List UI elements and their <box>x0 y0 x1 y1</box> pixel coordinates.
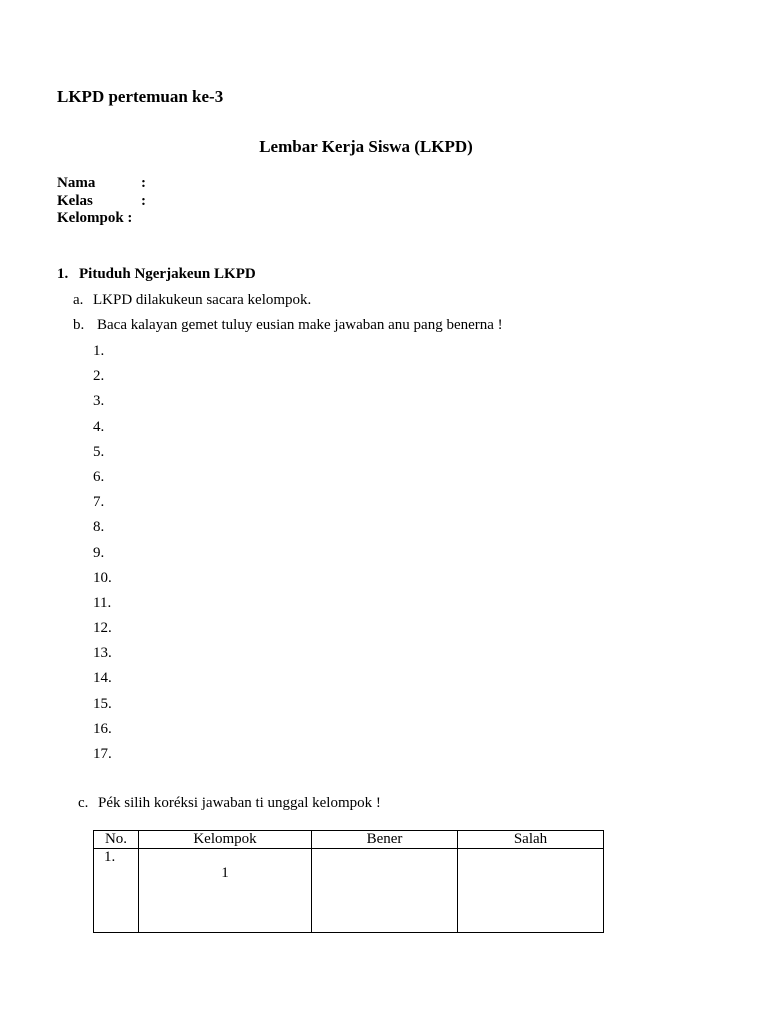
correction-table <box>93 830 604 933</box>
answer-line: 17. <box>93 746 112 762</box>
answer-line: 3. <box>93 393 105 410</box>
field-kelompok <box>57 210 146 228</box>
answer-line: 6. <box>93 468 105 485</box>
answer-line: 8. <box>93 519 105 536</box>
field-nama <box>57 175 146 193</box>
item-marker: b. <box>73 317 85 333</box>
column-header-kelompok: Kelompok <box>139 831 312 849</box>
answer-line: 4. <box>93 418 105 435</box>
section-title: Pituduh Ngerjakeun LKPD <box>79 266 256 282</box>
item-marker: c. <box>78 795 89 811</box>
cell-salah <box>458 849 604 933</box>
field-label-kelas: Kelas <box>57 192 93 209</box>
answer-number-list <box>93 342 112 770</box>
item-text: Baca kalayan gemet tuluy eusian make jawaban anu pang benerna ! <box>97 317 503 333</box>
answer-line: 2. <box>93 368 105 385</box>
table-header-row <box>94 831 604 849</box>
answer-line: 9. <box>93 544 105 561</box>
instruction-item-c <box>78 795 381 812</box>
answer-line: 13. <box>93 645 112 662</box>
answer-line: 16. <box>93 720 112 737</box>
field-label-kelompok: Kelompok : <box>57 210 133 226</box>
field-kelas <box>57 193 146 211</box>
column-header-bener: Bener <box>312 831 458 849</box>
cell-no: 1. <box>94 849 139 933</box>
field-separator: : <box>141 192 146 209</box>
answer-line: 7. <box>93 494 105 511</box>
field-separator: : <box>141 175 146 191</box>
student-identity-fields <box>57 175 146 228</box>
section-number: 1. <box>57 266 69 282</box>
item-marker: a. <box>73 292 84 308</box>
cell-kelompok: 1 <box>139 849 312 933</box>
worksheet-title: Lembar Kerja Siswa (LKPD) <box>259 137 473 156</box>
field-label-nama: Nama <box>57 175 96 191</box>
answer-line: 14. <box>93 670 112 687</box>
answer-line: 11. <box>93 594 112 611</box>
answer-line: 12. <box>93 620 112 637</box>
instruction-item-b <box>73 317 503 334</box>
document-header: LKPD pertemuan ke-3 <box>57 87 224 106</box>
answer-line: 5. <box>93 443 105 460</box>
answer-line: 10. <box>93 569 112 586</box>
column-header-salah: Salah <box>458 831 604 849</box>
item-text: LKPD dilakukeun sacara kelompok. <box>93 292 312 308</box>
table-row <box>94 849 604 933</box>
instruction-item-a <box>73 292 311 309</box>
column-header-no: No. <box>94 831 139 849</box>
item-text: Pék silih koréksi jawaban ti unggal kelompok ! <box>98 795 381 811</box>
instructions-heading <box>57 266 256 283</box>
answer-line: 1. <box>93 343 105 359</box>
answer-line: 15. <box>93 695 112 712</box>
cell-bener <box>312 849 458 933</box>
